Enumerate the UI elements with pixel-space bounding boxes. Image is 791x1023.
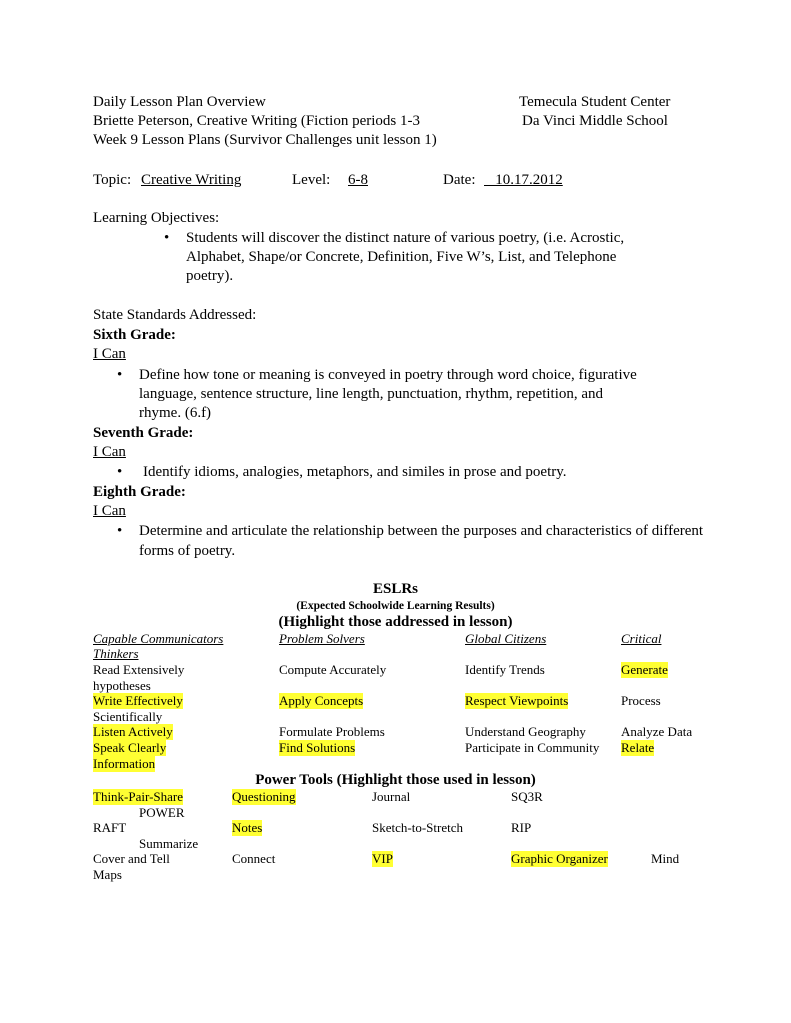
power-tool-highlighted: VIP [372, 851, 393, 866]
objectives-heading: Learning Objectives: [93, 210, 220, 226]
power-tool: Sketch-to-Stretch [372, 820, 463, 835]
doc-title: Daily Lesson Plan Overview [93, 94, 266, 110]
bullet-icon: • [164, 230, 170, 246]
objective-line: Alphabet, Shape/or Concrete, Definition, Five W’s, List, and Telephone [186, 249, 617, 265]
eslr-item-highlighted: Respect Viewpoints [465, 693, 569, 708]
eslr-item: Compute Accurately [279, 662, 387, 677]
power-tool-wrap: POWER [139, 805, 185, 820]
eslr-item: Process [621, 693, 661, 708]
power-tool-wrap: Maps [93, 867, 122, 882]
standard-line: forms of poetry. [139, 543, 236, 559]
power-tool: SQ3R [511, 789, 543, 804]
eslr-item-highlighted: Write Effectively [93, 693, 183, 708]
standard-line: rhyme. (6.f) [139, 405, 212, 421]
power-tool: Mind [651, 851, 680, 866]
eslr-header: Capable Communicators [93, 631, 224, 646]
eslr-item-highlighted: Listen Actively [93, 724, 173, 739]
power-tool: Connect [232, 851, 276, 866]
teacher-line: Briette Peterson, Creative Writing (Fiction periods 1-3 [93, 113, 420, 129]
power-tool: RIP [511, 820, 532, 835]
power-tool-highlighted: Notes [232, 820, 263, 835]
eslr-item-highlighted: Find Solutions [279, 740, 356, 755]
power-tool: RAFT [93, 820, 127, 835]
eslrs-subtitle: (Expected Schoolwide Learning Results) [296, 600, 495, 612]
eslr-item: Analyze Data [621, 724, 693, 739]
eslrs-instruction: (Highlight those addressed in lesson) [278, 614, 513, 630]
topic-label: Topic: [93, 172, 132, 188]
eslrs-title: ESLRs [372, 581, 419, 597]
bullet-icon: • [117, 523, 123, 539]
bullet-icon: • [117, 464, 123, 480]
standard-line: language, sentence structure, line length, punctuation, rhythm, repetition, and [139, 386, 604, 402]
power-tool: Journal [372, 789, 411, 804]
standards-heading: State Standards Addressed: [93, 307, 257, 323]
power-tool-highlighted: Questioning [232, 789, 296, 804]
eslr-item: Participate in Community [465, 740, 600, 755]
eslr-item-highlighted: Speak Clearly [93, 740, 167, 755]
eslr-header: Critical [621, 631, 662, 646]
eslr-header-wrap: Thinkers [93, 646, 139, 661]
eslr-wrap: hypotheses [93, 678, 151, 693]
power-tool: Cover and Tell [93, 851, 170, 866]
sixth-grade-heading: Sixth Grade: [93, 327, 176, 343]
objective-line: poetry). [186, 268, 234, 284]
power-tools-title: Power Tools (Highlight those used in lesson) [255, 772, 536, 788]
school-name: Da Vinci Middle School [522, 113, 668, 129]
objective-line: Students will discover the distinct nature of various poetry, (i.e. Acrostic, [186, 230, 625, 246]
eslr-header: Problem Solvers [279, 631, 365, 646]
eslr-item-highlighted: Relate [621, 740, 655, 755]
eslr-item: Formulate Problems [279, 724, 385, 739]
eslr-wrap-highlighted: Information [93, 756, 156, 771]
power-tool-wrap: Summarize [139, 836, 199, 851]
topic-value: Creative Writing [141, 172, 242, 188]
power-tool-highlighted: Graphic Organizer [511, 851, 608, 866]
i-can-label: I Can [93, 346, 126, 362]
eslr-item-highlighted: Generate [621, 662, 668, 677]
standard-line: Define how tone or meaning is conveyed in poetry through word choice, figurative [139, 367, 637, 383]
i-can-label: I Can [93, 503, 126, 519]
standard-line: Identify idioms, analogies, metaphors, and similes in prose and poetry. [143, 464, 567, 480]
week-line: Week 9 Lesson Plans (Survivor Challenges unit lesson 1) [93, 132, 437, 148]
power-tool-highlighted: Think-Pair-Share [93, 789, 183, 804]
eslr-item: Identify Trends [465, 662, 545, 677]
level-label: Level: [292, 172, 331, 188]
seventh-grade-heading: Seventh Grade: [93, 425, 194, 441]
eslr-item: Read Extensively [93, 662, 185, 677]
standard-line: Determine and articulate the relationship between the purposes and characteristics of different [139, 523, 704, 539]
eighth-grade-heading: Eighth Grade: [93, 484, 186, 500]
date-value: 10.17.2012 [484, 172, 563, 188]
center-name: Temecula Student Center [519, 94, 671, 110]
bullet-icon: • [117, 367, 123, 383]
eslr-item-highlighted: Apply Concepts [279, 693, 364, 708]
i-can-label: I Can [93, 444, 126, 460]
date-label: Date: [443, 172, 476, 188]
eslr-item: Understand Geography [465, 724, 586, 739]
eslr-header: Global Citizens [465, 631, 547, 646]
level-value: 6-8 [348, 172, 368, 188]
eslr-wrap: Scientifically [93, 709, 163, 724]
